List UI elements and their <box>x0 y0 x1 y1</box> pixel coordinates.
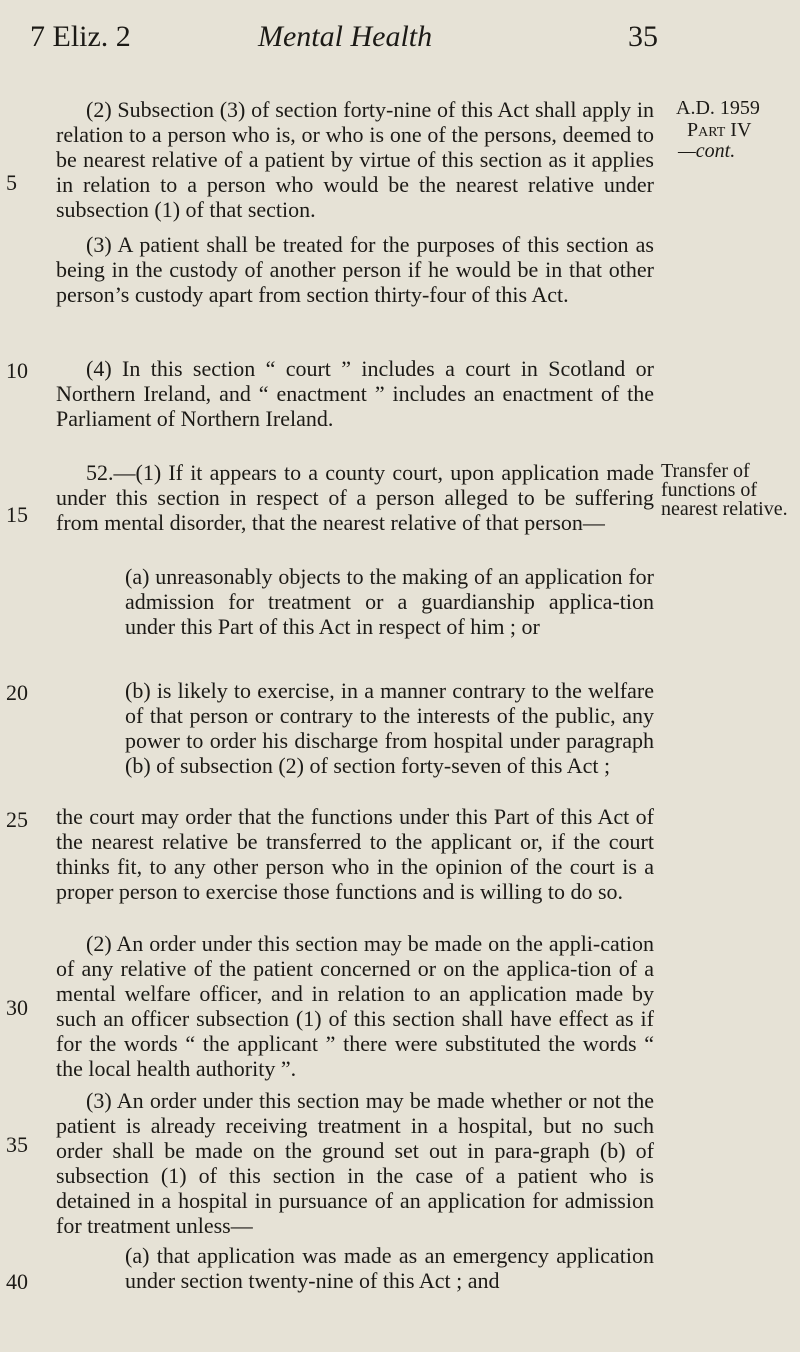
section-52-1: 52.—(1) If it appears to a county court, upon application made under this section in respect of a person alleged to be suffering from mental disorder, that the nearest relative of that person— <box>56 460 654 535</box>
line-number: 20 <box>6 680 28 705</box>
margin-cont: —cont. <box>678 140 736 162</box>
line-number: 15 <box>6 502 28 527</box>
act-title: Mental Health <box>258 20 433 53</box>
line-number: 30 <box>6 995 28 1020</box>
line-number: 35 <box>6 1132 28 1157</box>
paragraph-2: (2) Subsection (3) of section forty-nine of this Act shall apply in relation to a person who is, or who is one of the persons, deemed to be nearest relative of a patient by virtue of this section as it applies in relation to a person who would be the nearest relative under subsection (1) of that section. <box>56 97 654 222</box>
margin-part: Part IV <box>687 119 752 141</box>
line-number: 10 <box>6 358 28 383</box>
section-52-1-a: (a) unreasonably objects to the making of an application for admission for treatment or a guardianship applica-tion under this Part of this Act in respect of him ; or <box>125 564 654 639</box>
paragraph-3: (3) A patient shall be treated for the purposes of this section as being in the custody of another person if he would be in that other person’s custody apart from section thirty-four of this Act. <box>56 232 654 307</box>
section-52-order: the court may order that the functions under this Part of this Act of the nearest relative be transferred to the applicant or, if the court thinks fit, to any other person who in the opinion of the court is a proper person to exercise those functions and is willing to do so. <box>56 804 654 904</box>
line-number: 5 <box>6 170 17 195</box>
margin-note-transfer: Transfer of functions of nearest relative. <box>661 460 788 520</box>
section-52-3: (3) An order under this section may be made whether or not the patient is already receiving treatment in a hospital, but no such order shall be made on the ground set out in para-graph (b) of subsection (1) of this section in the case of a patient who is detained in a hospital in pursuance of an application for admission for treatment unless— <box>56 1088 654 1238</box>
regnal-year: 7 Eliz. 2 <box>30 20 131 53</box>
paragraph-4: (4) In this section “ court ” includes a court in Scotland or Northern Ireland, and “ enactment ” includes an enactment of the Parliament of Northern Ireland. <box>56 356 654 431</box>
section-52-2: (2) An order under this section may be made on the appli-cation of any relative of the patient concerned or on the applica-tion of a mental welfare officer, and in relation to an application made by such an officer subsection (1) of this section shall have effect as if for the words “ the applicant ” there were substituted the words “ the local health authority ”. <box>56 931 654 1081</box>
margin-year: A.D. 1959 <box>676 97 760 119</box>
section-52-3-a: (a) that application was made as an emergency application under section twenty-nine of this Act ; and <box>125 1243 654 1293</box>
section-52-1-b: (b) is likely to exercise, in a manner contrary to the welfare of that person or contrary to the interests of the public, any power to order his discharge from hospital under paragraph (b) of subsection (2) of section forty-seven of this Act ; <box>125 678 654 778</box>
line-number: 40 <box>6 1269 28 1294</box>
line-number: 25 <box>6 807 28 832</box>
page-number: 35 <box>628 20 658 53</box>
